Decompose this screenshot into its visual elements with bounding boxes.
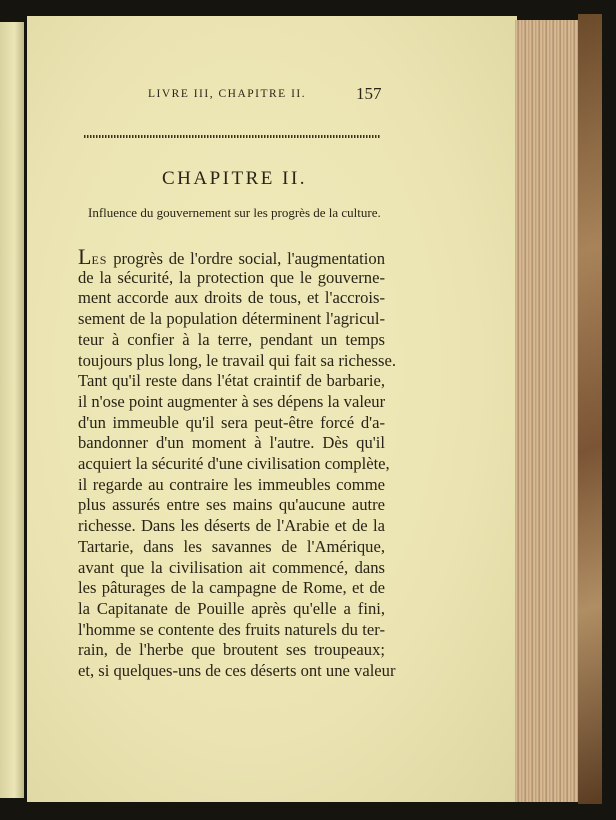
small-caps: ES bbox=[91, 253, 108, 267]
text-line: d'un immeuble qu'il sera peut-être forcé d'a- bbox=[78, 412, 385, 432]
text-line: avant que la civilisation ait commencé, dans bbox=[78, 557, 385, 577]
text-line: richesse. Dans les déserts de l'Arabie et de la bbox=[78, 516, 385, 536]
text-line: il regarde au contraire les immeubles comme bbox=[78, 474, 385, 494]
chapter-title: CHAPITRE II. bbox=[162, 168, 308, 189]
text-line: teur à confier à la terre, pendant un temps bbox=[78, 329, 385, 349]
text-line: sement de la population déterminent l'agricul- bbox=[78, 309, 385, 329]
page-number: 157 bbox=[356, 84, 382, 103]
text-line: toujours plus long, le travail qui fait sa richesse. bbox=[78, 350, 396, 370]
text-line: Tant qu'il reste dans l'état craintif de barbarie, bbox=[78, 371, 385, 391]
text-line: Tartarie, dans les savannes de l'Amérique, bbox=[78, 536, 385, 556]
drop-initial: L bbox=[78, 244, 92, 269]
text-line: et, si quelques-uns de ces déserts ont une valeur bbox=[78, 661, 396, 680]
text-line: acquiert la sécurité d'une civilisation complète, bbox=[78, 454, 390, 473]
text-line: de la sécurité, la protection que le gouverne- bbox=[78, 267, 385, 287]
text-line: les pâturages de la campagne de Rome, et de bbox=[78, 578, 385, 598]
text-line: plus assurés entre ses mains qu'aucune autre bbox=[78, 495, 385, 515]
chapter-subtitle: Influence du gouvernement sur les progrès de la culture. bbox=[88, 205, 381, 220]
text-line: l'homme se contente des fruits naturels du ter- bbox=[78, 619, 385, 639]
text-line: la Capitanate de Pouille après qu'elle a fini, bbox=[78, 598, 385, 618]
text-line: il n'ose point augmenter à ses dépens la valeur bbox=[78, 391, 386, 411]
text-line: ment accorde aux droits de tous, et l'accrois- bbox=[78, 288, 385, 308]
text-line bbox=[78, 246, 385, 267]
line-text: progrès de l'ordre social, l'augmentation bbox=[107, 249, 385, 268]
running-header: LIVRE III, CHAPITRE II. bbox=[148, 88, 307, 100]
facing-page-edge bbox=[0, 22, 24, 798]
text-line: bandonner d'un moment à l'autre. Dès qu'il bbox=[78, 433, 385, 453]
ornamental-rule bbox=[84, 135, 380, 138]
text-line: rain, de l'herbe que broutent ses troupeaux; bbox=[78, 640, 385, 660]
marbled-cover bbox=[578, 14, 602, 804]
page-edges bbox=[515, 20, 583, 802]
